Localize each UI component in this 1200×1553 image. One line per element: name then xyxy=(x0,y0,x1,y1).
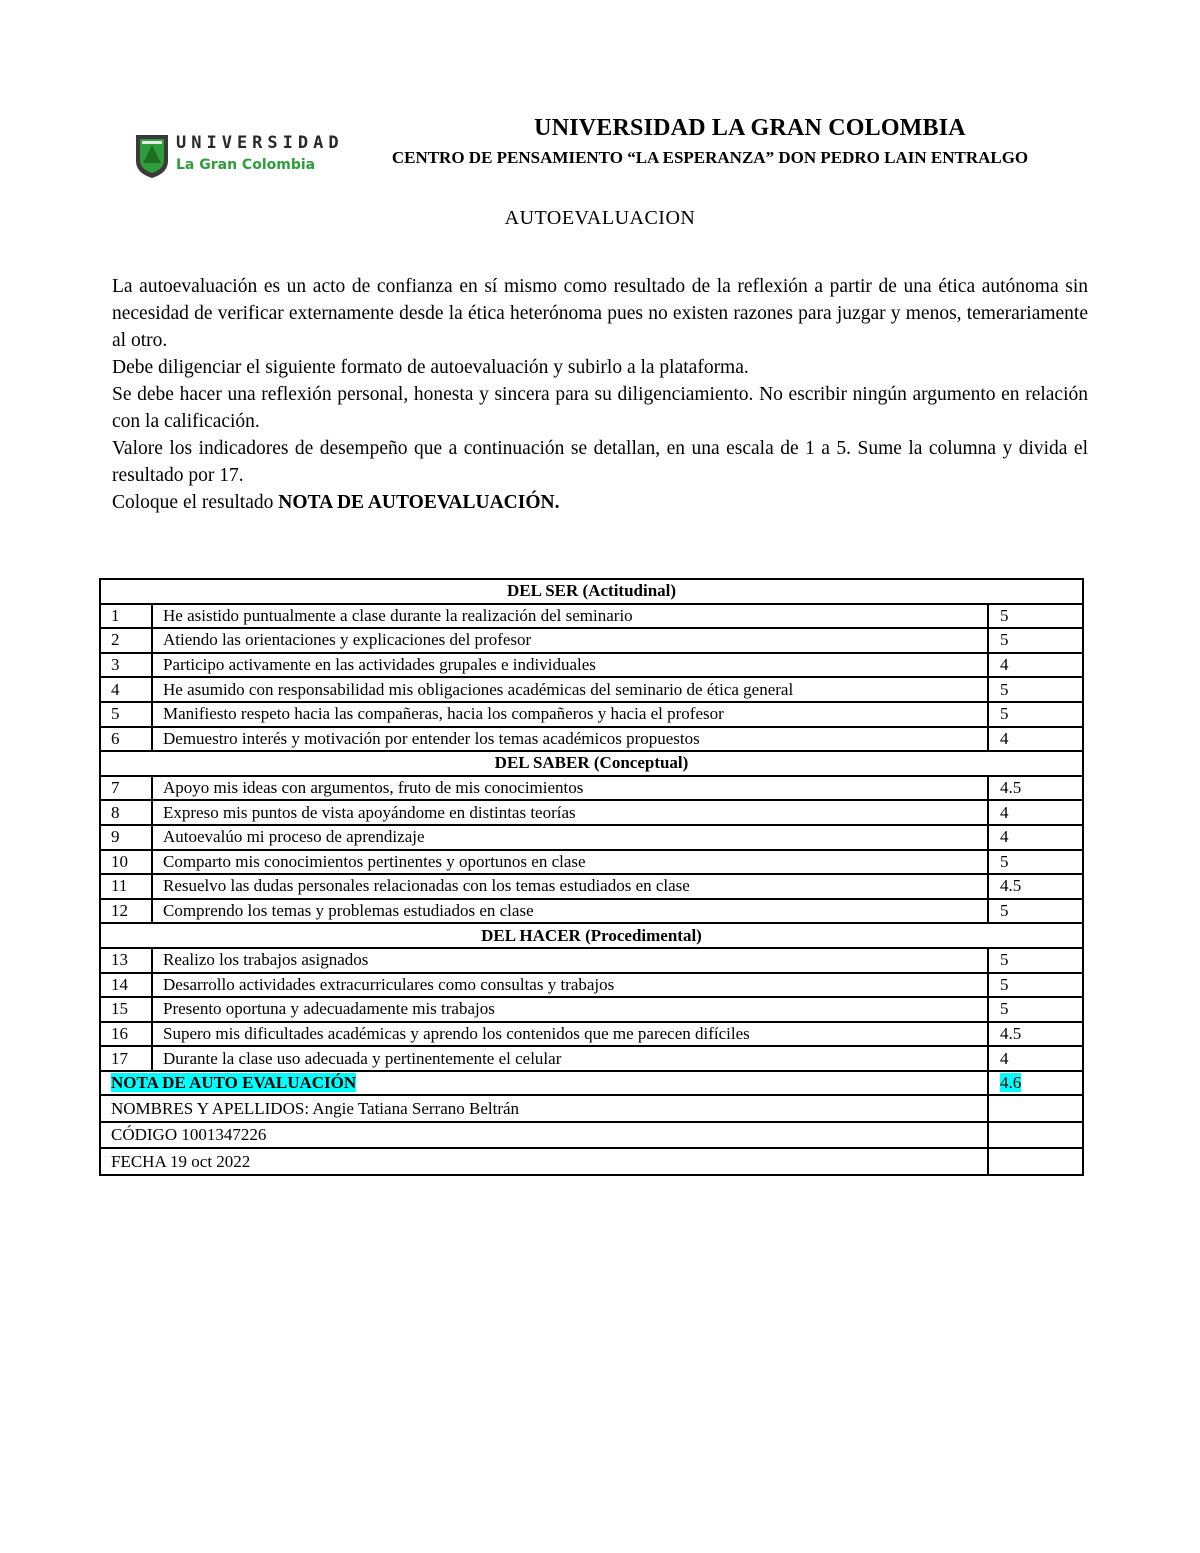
indicator-row xyxy=(100,997,1083,1022)
indicator-row xyxy=(100,899,1083,924)
intro-paragraph-4: Valore los indicadores de desempeño que a continuación se detallan, en una escala de 1 a 5. Sume la columna y divida el resultado por 17. xyxy=(112,438,1088,486)
indicator-text: Atiendo las orientaciones y explicaciones del profesor xyxy=(152,628,988,653)
indicator-number: 16 xyxy=(100,1022,152,1047)
indicator-text: Durante la clase uso adecuada y pertinentemente el celular xyxy=(152,1046,988,1071)
indicator-number: 14 xyxy=(100,973,152,998)
section-title-type: (Conceptual) xyxy=(589,753,689,773)
indicator-score: 4 xyxy=(988,800,1083,825)
student-code: CÓDIGO 1001347226 xyxy=(100,1122,988,1149)
intro-text xyxy=(112,273,1088,516)
student-code-row xyxy=(100,1122,1083,1149)
indicator-row xyxy=(100,1022,1083,1047)
indicator-score: 4 xyxy=(988,727,1083,752)
indicator-row xyxy=(100,702,1083,727)
indicator-number: 8 xyxy=(100,800,152,825)
indicator-number: 15 xyxy=(100,997,152,1022)
indicator-row xyxy=(100,604,1083,629)
indicator-score: 4 xyxy=(988,1046,1083,1071)
university-title: UNIVERSIDAD LA GRAN COLOMBIA xyxy=(534,115,966,141)
indicator-number: 11 xyxy=(100,874,152,899)
indicator-score: 4.5 xyxy=(988,1022,1083,1047)
indicator-text: Presento oportuna y adecuadamente mis trabajos xyxy=(152,997,988,1022)
indicator-number: 2 xyxy=(100,628,152,653)
indicator-row xyxy=(100,973,1083,998)
indicator-text: Demuestro interés y motivación por entender los temas académicos propuestos xyxy=(152,727,988,752)
indicator-row xyxy=(100,1046,1083,1071)
section-title-main: DEL HACER xyxy=(481,925,581,945)
indicator-text: Desarrollo actividades extracurriculares como consultas y trabajos xyxy=(152,973,988,998)
student-name: NOMBRES Y APELLIDOS: Angie Tatiana Serrano Beltrán xyxy=(100,1095,988,1122)
indicator-text: Participo activamente en las actividades grupales e individuales xyxy=(152,653,988,678)
indicator-row xyxy=(100,628,1083,653)
result-value: 4.6 xyxy=(1000,1073,1022,1093)
indicator-text: Supero mis dificultades académicas y aprendo los contenidos que me parecen difíciles xyxy=(152,1022,988,1047)
intro-paragraph-3: Se debe hacer una reflexión personal, honesta y sincera para su diligenciamiento. No escribir ningún argumento en relación con la calificación. xyxy=(112,384,1088,432)
indicator-score: 5 xyxy=(988,948,1083,973)
student-name-blank-cell xyxy=(988,1095,1083,1122)
indicator-number: 5 xyxy=(100,702,152,727)
section-title xyxy=(100,579,1083,604)
result-row xyxy=(100,1071,1083,1096)
indicator-row xyxy=(100,825,1083,850)
indicator-text: Resuelvo las dudas personales relacionadas con los temas estudiados en clase xyxy=(152,874,988,899)
evaluation-table xyxy=(99,578,1084,1176)
indicator-text: Comprendo los temas y problemas estudiados en clase xyxy=(152,899,988,924)
indicator-text: He asumido con responsabilidad mis obligaciones académicas del seminario de ética general xyxy=(152,677,988,702)
section-title-type: (Actitudinal) xyxy=(578,581,677,601)
intro-paragraph-1: La autoevaluación es un acto de confianza en sí mismo como resultado de la reflexión a partir de una ética autónoma sin necesidad de verificar externamente desde la ética heterónoma pues no existen razones para juzgar y menos, temerariamente al otro. xyxy=(112,276,1088,351)
indicator-row xyxy=(100,850,1083,875)
indicator-score: 5 xyxy=(988,702,1083,727)
indicator-number: 3 xyxy=(100,653,152,678)
indicator-number: 17 xyxy=(100,1046,152,1071)
logo-text-bottom: La Gran Colombia xyxy=(176,157,316,173)
indicator-row xyxy=(100,874,1083,899)
evaluation-table-body xyxy=(100,579,1083,1175)
section-title xyxy=(100,923,1083,948)
indicator-number: 9 xyxy=(100,825,152,850)
indicator-text: Comparto mis conocimientos pertinentes y oportunos en clase xyxy=(152,850,988,875)
evaluation-date-row xyxy=(100,1148,1083,1175)
shield-icon xyxy=(134,133,170,179)
indicator-text: Manifiesto respeto hacia las compañeras, hacia los compañeros y hacia el profesor xyxy=(152,702,988,727)
indicator-score: 5 xyxy=(988,973,1083,998)
indicator-number: 7 xyxy=(100,776,152,801)
indicator-score: 5 xyxy=(988,628,1083,653)
section-title-main: DEL SABER xyxy=(494,753,590,773)
university-logo xyxy=(134,133,344,183)
indicator-score: 4 xyxy=(988,653,1083,678)
indicator-row xyxy=(100,800,1083,825)
indicator-score: 5 xyxy=(988,850,1083,875)
intro-paragraph-5-bold: NOTA DE AUTOEVALUACIÓN. xyxy=(278,492,560,513)
indicator-score: 4 xyxy=(988,825,1083,850)
indicator-row xyxy=(100,948,1083,973)
indicator-number: 1 xyxy=(100,604,152,629)
logo-text-top: UNIVERSIDAD xyxy=(176,133,344,153)
section-header-row xyxy=(100,923,1083,948)
section-title-main: DEL SER xyxy=(506,581,579,601)
indicator-score: 5 xyxy=(988,677,1083,702)
indicator-score: 4.5 xyxy=(988,776,1083,801)
result-label-cell xyxy=(100,1071,988,1096)
section-header-row xyxy=(100,751,1083,776)
intro-paragraph-5-text: Coloque el resultado xyxy=(112,492,279,513)
student-code-blank-cell xyxy=(988,1122,1083,1149)
indicator-score: 5 xyxy=(988,899,1083,924)
indicator-score: 5 xyxy=(988,997,1083,1022)
indicator-number: 10 xyxy=(100,850,152,875)
indicator-number: 6 xyxy=(100,727,152,752)
indicator-text: Apoyo mis ideas con argumentos, fruto de mis conocimientos xyxy=(152,776,988,801)
indicator-text: He asistido puntualmente a clase durante la realización del seminario xyxy=(152,604,988,629)
intro-paragraph-2: Debe diligenciar el siguiente formato de autoevaluación y subirlo a la plataforma. xyxy=(112,357,749,378)
center-subtitle: CENTRO DE PENSAMIENTO “LA ESPERANZA” DON PEDRO LAIN ENTRALGO xyxy=(391,148,1029,167)
indicator-row xyxy=(100,653,1083,678)
indicator-text: Expreso mis puntos de vista apoyándome en distintas teorías xyxy=(152,800,988,825)
indicator-text: Autoevalúo mi proceso de aprendizaje xyxy=(152,825,988,850)
intro-paragraph-5 xyxy=(112,489,1088,516)
indicator-number: 4 xyxy=(100,677,152,702)
student-name-row xyxy=(100,1095,1083,1122)
section-header-row xyxy=(100,579,1083,604)
indicator-score: 4.5 xyxy=(988,874,1083,899)
indicator-number: 12 xyxy=(100,899,152,924)
evaluation-date: FECHA 19 oct 2022 xyxy=(100,1148,988,1175)
indicator-score: 5 xyxy=(988,604,1083,629)
evaluation-date-blank-cell xyxy=(988,1148,1083,1175)
section-title xyxy=(100,751,1083,776)
document-title: AUTOEVALUACION xyxy=(504,207,696,229)
result-label: NOTA DE AUTO EVALUACIÓN xyxy=(111,1073,357,1093)
indicator-number: 13 xyxy=(100,948,152,973)
section-title-type: (Procedimental) xyxy=(580,925,702,945)
indicator-row xyxy=(100,677,1083,702)
indicator-text: Realizo los trabajos asignados xyxy=(152,948,988,973)
indicator-row xyxy=(100,776,1083,801)
result-value-cell xyxy=(988,1071,1083,1096)
indicator-row xyxy=(100,727,1083,752)
